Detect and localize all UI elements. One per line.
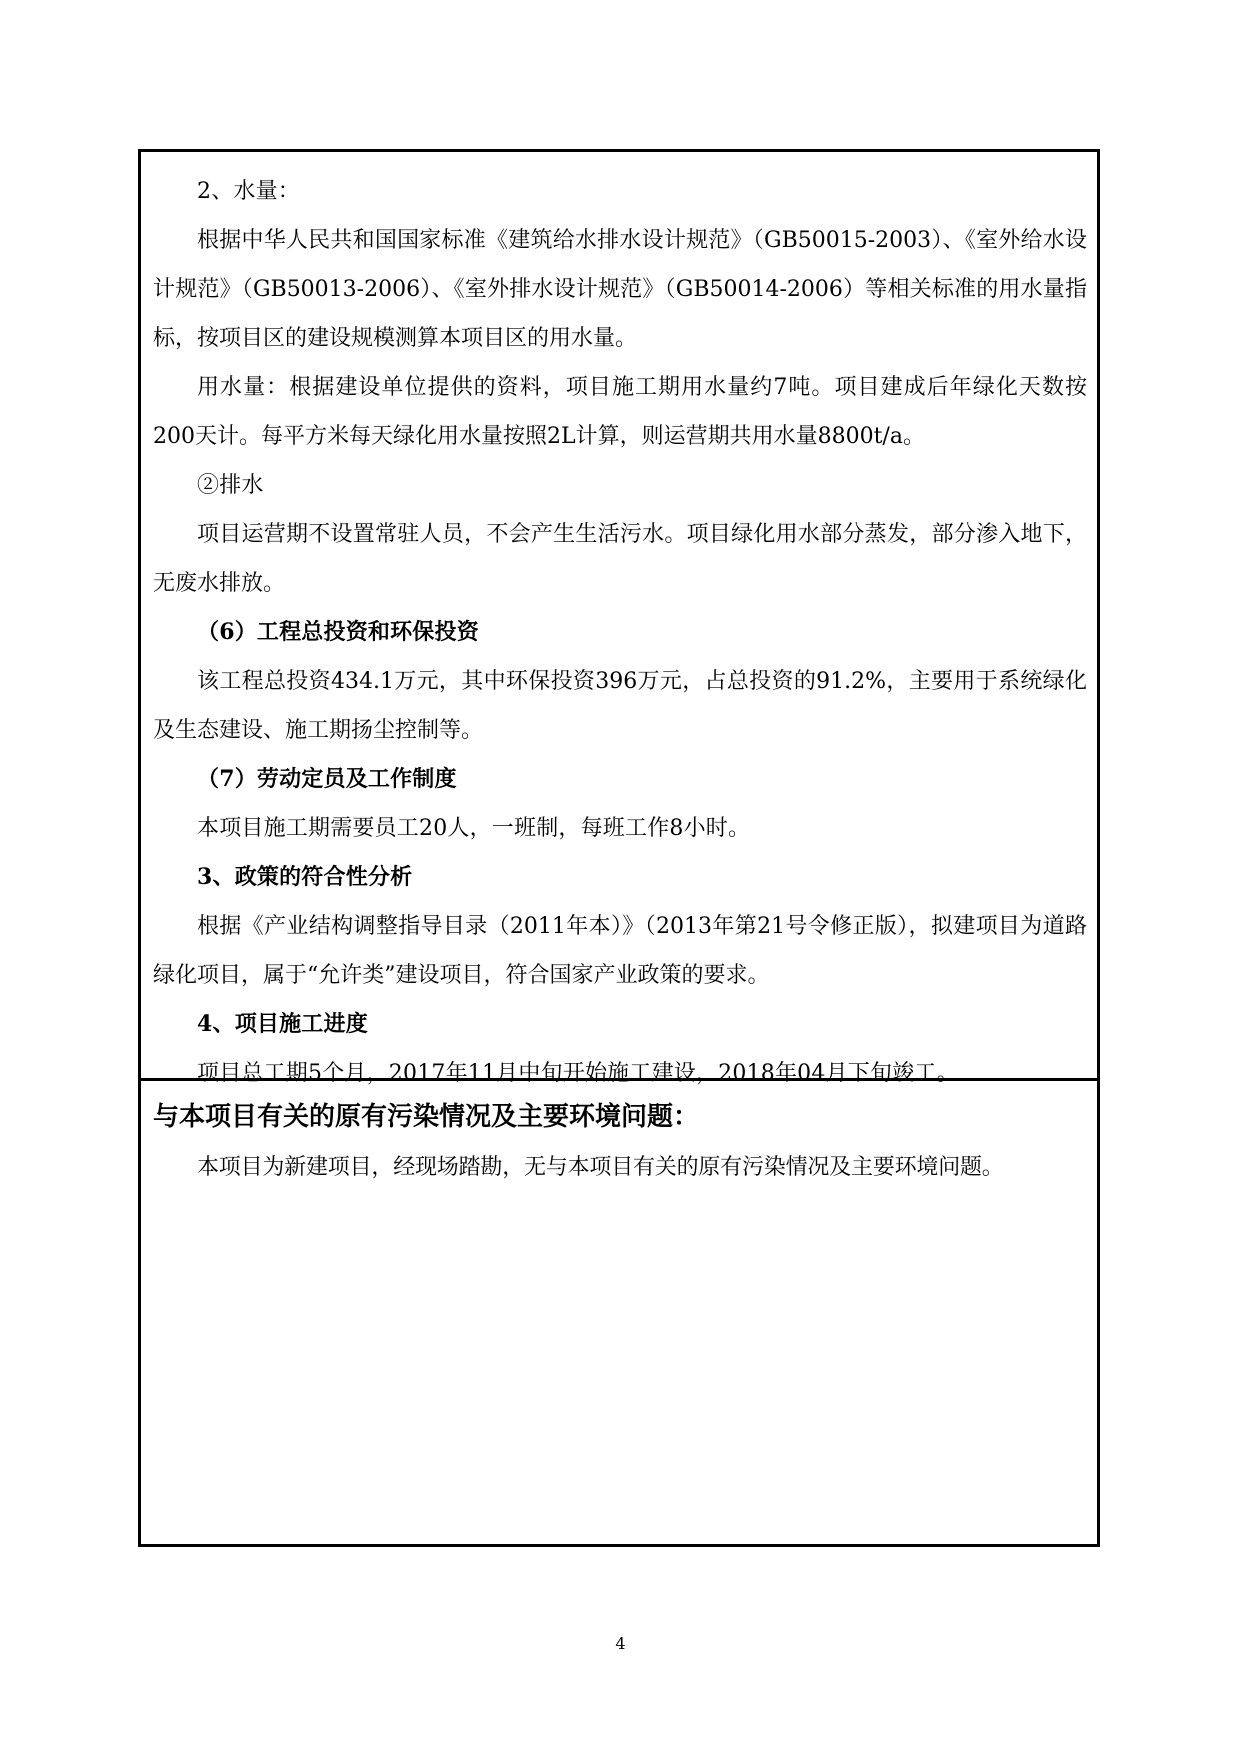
drainage-heading: ②排水 [197,473,264,498]
existing-pollution-paragraph: 本项目为新建项目，经现场踏勘，无与本项目有关的原有污染情况及主要环境问题。 [197,1155,1004,1180]
policy-heading: 3、政策的符合性分析 [197,864,413,890]
existing-pollution-section [141,1081,1097,1544]
water-heading: 2、水量： [197,179,300,204]
project-overview-section [141,152,1097,1086]
existing-pollution-heading: 与本项目有关的原有污染情况及主要环境问题： [153,1102,700,1132]
schedule-heading: 4、项目施工进度 [197,1011,368,1037]
labor-paragraph: 本项目施工期需要员工20人，一班制，每班工作8小时。 [197,816,751,841]
investment-heading: （6）工程总投资和环保投资 [197,619,479,645]
policy-paragraph: 根据《产业结构调整指导目录（2011年本）》（2013年第21号令修正版），拟建项目为道路绿化项目，属于“允许类”建设项目，符合国家产业政策的要求。 [153,914,1087,988]
report-table [138,149,1100,1547]
labor-heading: （7）劳动定员及工作制度 [197,766,457,792]
investment-paragraph: 该工程总投资434.1万元，其中环保投资396万元，占总投资的91.2%，主要用于系统绿化及生态建设、施工期扬尘控制等。 [153,669,1087,743]
water-standards-paragraph: 根据中华人民共和国国家标准《建筑给水排水设计规范》（GB50015-2003）、《室外给水设计规范》（GB50013-2006）、《室外排水设计规范》（GB50014-2006）等相关标准的用水量指标，按项目区的建设规模测算本项目区的用水量。 [153,228,1087,351]
water-usage-paragraph: 用水量：根据建设单位提供的资料，项目施工期用水量约7吨。项目建成后年绿化天数按200天计。每平方米每天绿化用水量按照2L计算，则运营期共用水量8800t/a。 [153,375,1087,449]
drainage-paragraph: 项目运营期不设置常驻人员，不会产生生活污水。项目绿化用水部分蒸发，部分渗入地下，无废水排放。 [153,522,1087,596]
schedule-paragraph: 项目总工期5个月，2017年11月中旬开始施工建设，2018年04月下旬竣工。 [197,1061,959,1086]
page-number: 4 [615,1634,626,1653]
